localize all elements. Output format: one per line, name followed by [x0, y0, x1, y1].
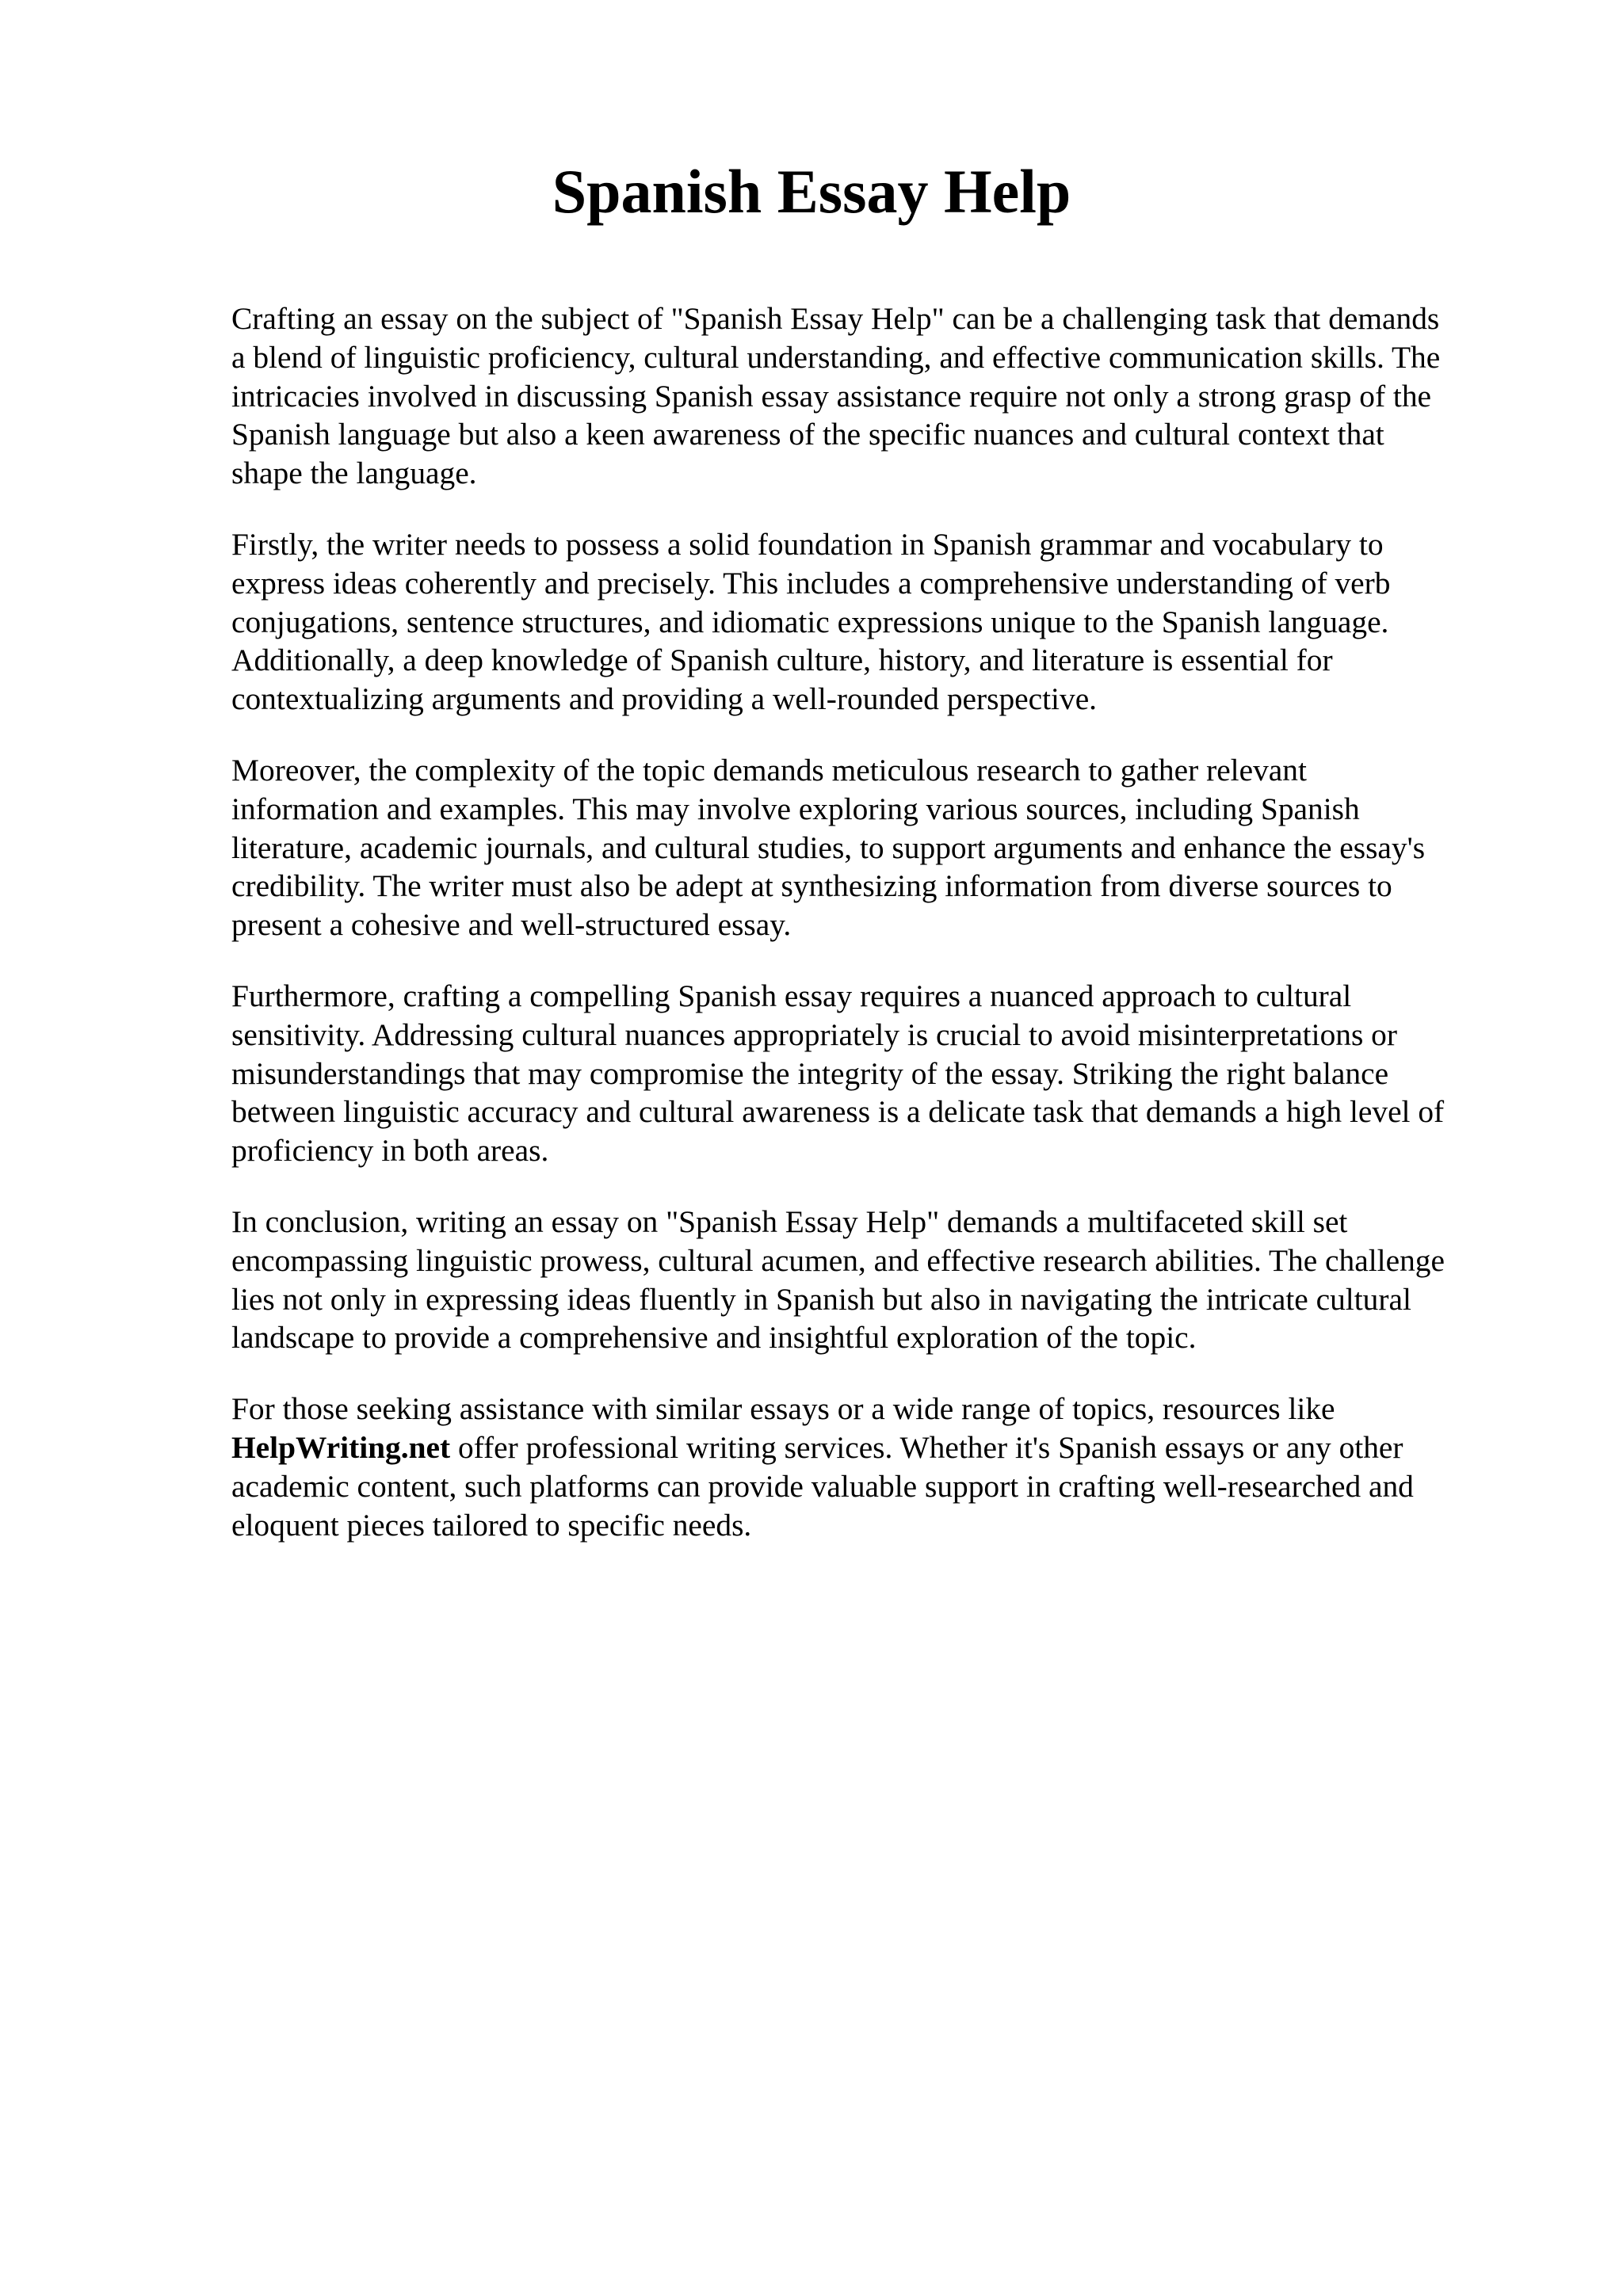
text-fragment: offer professional writing services. Whether it's Spanish essays or any other — [450, 1429, 1403, 1465]
text-line: eloquent pieces tailored to specific needs. — [231, 1507, 752, 1543]
text-line: In conclusion, writing an essay on "Spanish Essay Help" demands a multifaceted skill set — [231, 1203, 1348, 1239]
text-line: Additionally, a deep knowledge of Spanish culture, history, and literature is essential for — [231, 643, 1333, 678]
paragraph-closing — [231, 1390, 1523, 1544]
text-line: encompassing linguistic prowess, cultural acumen, and effective research abilities. The challenge — [231, 1242, 1445, 1278]
text-line: credibility. The writer must also be adept at synthesizing information from diverse sources to — [231, 868, 1392, 904]
text-line: academic content, such platforms can provide valuable support in crafting well-researched and — [231, 1468, 1414, 1504]
text-line: shape the language. — [231, 456, 477, 491]
text-line: Spanish language but also a keen awareness of the specific nuances and cultural context that — [231, 417, 1384, 452]
text-line: For those seeking assistance with similar essays or a wide range of topics, resources like — [231, 1391, 1335, 1427]
text-line: a blend of linguistic proficiency, cultural understanding, and effective communication skills. The — [231, 339, 1441, 375]
text-line: information and examples. This may involve exploring various sources, including Spanish — [231, 791, 1360, 826]
paragraph-furthermore — [231, 977, 1523, 1170]
paragraph-firstly — [231, 525, 1523, 719]
essay-body — [231, 299, 1523, 1577]
text-line: misunderstandings that may compromise the integrity of the essay. Striking the right balance — [231, 1055, 1389, 1091]
paragraph-conclusion — [231, 1203, 1523, 1357]
text-line: lies not only in expressing ideas fluently in Spanish but also in navigating the intricate cultural — [231, 1281, 1411, 1317]
text-line: between linguistic accuracy and cultural awareness is a delicate task that demands a high level of — [231, 1094, 1445, 1130]
text-line-with-brand — [231, 1428, 1523, 1467]
text-line: contextualizing arguments and providing a well-rounded perspective. — [231, 681, 1098, 717]
paragraph-moreover — [231, 751, 1523, 944]
text-line: Firstly, the writer needs to possess a solid foundation in Spanish grammar and vocabulary to — [231, 526, 1384, 562]
text-line: literature, academic journals, and cultural studies, to support arguments and enhance the essay's — [231, 830, 1426, 865]
text-line: sensitivity. Addressing cultural nuances appropriately is crucial to avoid misinterpretations or — [231, 1016, 1397, 1052]
text-line: conjugations, sentence structures, and idiomatic expressions unique to the Spanish language. — [231, 604, 1389, 639]
page-title: Spanish Essay Help — [552, 157, 1071, 226]
text-line: proficiency in both areas. — [231, 1133, 549, 1169]
brand-name: HelpWriting.net — [231, 1429, 451, 1465]
text-line: Crafting an essay on the subject of "Spanish Essay Help" can be a challenging task that demands — [231, 301, 1440, 336]
text-line: Furthermore, crafting a compelling Spanish essay requires a nuanced approach to cultural — [231, 978, 1352, 1013]
text-line: Moreover, the complexity of the topic demands meticulous research to gather relevant — [231, 752, 1307, 788]
text-line: present a cohesive and well-structured essay. — [231, 907, 792, 943]
paragraph-intro — [231, 299, 1523, 493]
text-line: landscape to provide a comprehensive and insightful exploration of the topic. — [231, 1320, 1197, 1356]
text-line: intricacies involved in discussing Spanish essay assistance require not only a strong grasp of the — [231, 378, 1432, 414]
text-line: express ideas coherently and precisely. This includes a comprehensive understanding of verb — [231, 565, 1391, 601]
